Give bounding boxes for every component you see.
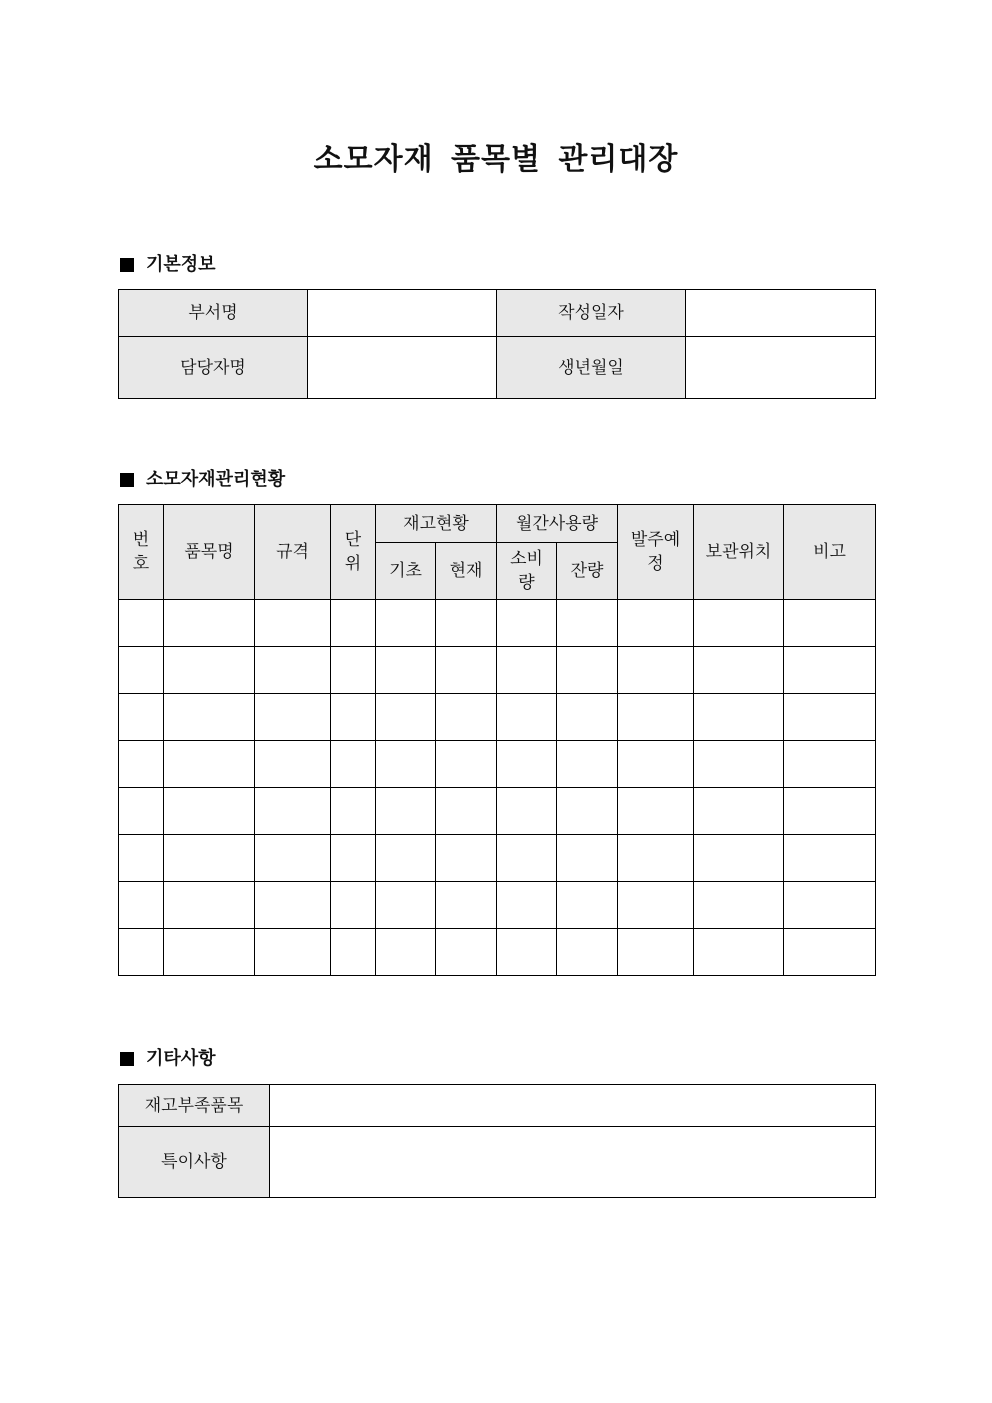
col-stock-current-header: 현재 (436, 543, 497, 600)
col-note-header: 비고 (784, 505, 876, 600)
table-cell[interactable] (557, 647, 618, 694)
remarks-field[interactable] (270, 1127, 876, 1198)
table-cell[interactable] (119, 647, 164, 694)
table-cell[interactable] (557, 882, 618, 929)
table-cell[interactable] (618, 835, 694, 882)
other-table (118, 1084, 876, 1198)
table-cell[interactable] (557, 741, 618, 788)
table-cell[interactable] (497, 929, 557, 976)
table-cell[interactable] (376, 882, 436, 929)
table-cell[interactable] (784, 741, 876, 788)
table-cell[interactable] (119, 741, 164, 788)
table-cell[interactable] (164, 929, 255, 976)
table-cell[interactable] (164, 694, 255, 741)
dept-field[interactable] (308, 290, 497, 337)
table-cell[interactable] (331, 600, 376, 647)
other-heading (118, 1048, 216, 1070)
table-cell[interactable] (497, 835, 557, 882)
table-cell[interactable] (255, 835, 331, 882)
table-row (119, 788, 876, 835)
table-cell[interactable] (618, 694, 694, 741)
table-cell[interactable] (164, 788, 255, 835)
table-cell[interactable] (331, 694, 376, 741)
date-label: 작성일자 (497, 290, 686, 337)
col-stock-base-header: 기초 (376, 543, 436, 600)
table-cell[interactable] (119, 835, 164, 882)
table-cell[interactable] (376, 600, 436, 647)
table-cell[interactable] (694, 788, 784, 835)
table-cell[interactable] (618, 741, 694, 788)
table-cell[interactable] (376, 835, 436, 882)
table-row (119, 600, 876, 647)
table-cell[interactable] (436, 647, 497, 694)
status-heading (118, 469, 285, 491)
table-cell[interactable] (119, 882, 164, 929)
table-cell[interactable] (618, 600, 694, 647)
table-row (119, 694, 876, 741)
col-consumed-header: 소비량 (497, 543, 557, 600)
table-cell[interactable] (164, 741, 255, 788)
basic-info-heading (118, 254, 216, 276)
table-cell[interactable] (694, 647, 784, 694)
col-location-header: 보관위치 (694, 505, 784, 600)
col-item-name-header: 품목명 (164, 505, 255, 600)
table-cell[interactable] (331, 835, 376, 882)
table-cell[interactable] (331, 647, 376, 694)
table-cell[interactable] (784, 929, 876, 976)
square-bullet-icon (120, 258, 134, 272)
table-cell[interactable] (618, 788, 694, 835)
table-cell[interactable] (436, 882, 497, 929)
table-cell[interactable] (164, 600, 255, 647)
table-cell[interactable] (618, 882, 694, 929)
table-cell[interactable] (436, 788, 497, 835)
shortage-label: 재고부족품목 (119, 1085, 270, 1127)
square-bullet-icon (120, 1052, 134, 1066)
table-cell[interactable] (119, 788, 164, 835)
table-cell[interactable] (255, 929, 331, 976)
table-cell[interactable] (164, 882, 255, 929)
col-unit-header: 단위 (331, 505, 376, 600)
table-row (119, 741, 876, 788)
other-heading-text: 기타사항 (146, 1048, 216, 1069)
manager-field[interactable] (308, 337, 497, 399)
table-cell[interactable] (255, 647, 331, 694)
table-cell[interactable] (376, 788, 436, 835)
table-cell[interactable] (784, 694, 876, 741)
shortage-field[interactable] (270, 1085, 876, 1127)
table-cell[interactable] (497, 882, 557, 929)
table-cell[interactable] (694, 882, 784, 929)
table-cell[interactable] (331, 788, 376, 835)
table-cell[interactable] (436, 600, 497, 647)
table-cell[interactable] (255, 600, 331, 647)
status-table (118, 504, 876, 976)
table-cell[interactable] (784, 835, 876, 882)
table-cell[interactable] (436, 741, 497, 788)
table-cell[interactable] (436, 835, 497, 882)
table-cell[interactable] (331, 929, 376, 976)
document-title: 소모자재 품목별 관리대장 (313, 142, 679, 177)
table-cell[interactable] (119, 929, 164, 976)
table-cell[interactable] (557, 929, 618, 976)
table-cell[interactable] (376, 929, 436, 976)
stock-group-header: 재고현황 (376, 505, 497, 543)
table-cell[interactable] (376, 647, 436, 694)
date-field[interactable] (686, 290, 876, 337)
table-cell[interactable] (497, 694, 557, 741)
table-cell[interactable] (784, 882, 876, 929)
col-order-plan-header: 발주예정 (618, 505, 694, 600)
table-cell[interactable] (694, 741, 784, 788)
col-spec-header: 규격 (255, 505, 331, 600)
dept-label: 부서명 (119, 290, 308, 337)
basic-info-table (118, 289, 876, 399)
birth-field[interactable] (686, 337, 876, 399)
table-cell[interactable] (497, 741, 557, 788)
birth-label: 생년월일 (497, 337, 686, 399)
basic-info-heading-text: 기본정보 (146, 254, 216, 275)
col-number-header: 번호 (119, 505, 164, 600)
status-heading-text: 소모자재관리현황 (146, 469, 286, 490)
table-cell[interactable] (119, 600, 164, 647)
monthly-group-header: 월간사용량 (497, 505, 618, 543)
table-row (119, 882, 876, 929)
table-cell[interactable] (255, 788, 331, 835)
table-cell[interactable] (557, 600, 618, 647)
table-cell[interactable] (557, 694, 618, 741)
table-cell[interactable] (784, 647, 876, 694)
table-cell[interactable] (376, 694, 436, 741)
table-cell[interactable] (376, 741, 436, 788)
table-cell[interactable] (694, 694, 784, 741)
table-cell[interactable] (255, 882, 331, 929)
table-cell[interactable] (694, 600, 784, 647)
table-cell[interactable] (255, 741, 331, 788)
table-cell[interactable] (618, 929, 694, 976)
table-cell[interactable] (497, 647, 557, 694)
table-cell[interactable] (497, 600, 557, 647)
table-cell[interactable] (618, 647, 694, 694)
table-cell[interactable] (784, 788, 876, 835)
table-cell[interactable] (255, 694, 331, 741)
table-cell[interactable] (557, 788, 618, 835)
square-bullet-icon (120, 473, 134, 487)
col-remaining-header: 잔량 (557, 543, 618, 600)
table-cell[interactable] (164, 835, 255, 882)
table-cell[interactable] (557, 835, 618, 882)
table-cell[interactable] (497, 788, 557, 835)
table-cell[interactable] (436, 929, 497, 976)
table-row (119, 647, 876, 694)
table-cell[interactable] (331, 882, 376, 929)
table-cell[interactable] (694, 835, 784, 882)
manager-label: 담당자명 (119, 337, 308, 399)
table-cell[interactable] (436, 694, 497, 741)
remarks-label: 특이사항 (119, 1127, 270, 1198)
table-row (119, 835, 876, 882)
table-row (119, 929, 876, 976)
table-cell[interactable] (331, 741, 376, 788)
table-cell[interactable] (784, 600, 876, 647)
table-cell[interactable] (164, 647, 255, 694)
table-cell[interactable] (694, 929, 784, 976)
table-cell[interactable] (119, 694, 164, 741)
